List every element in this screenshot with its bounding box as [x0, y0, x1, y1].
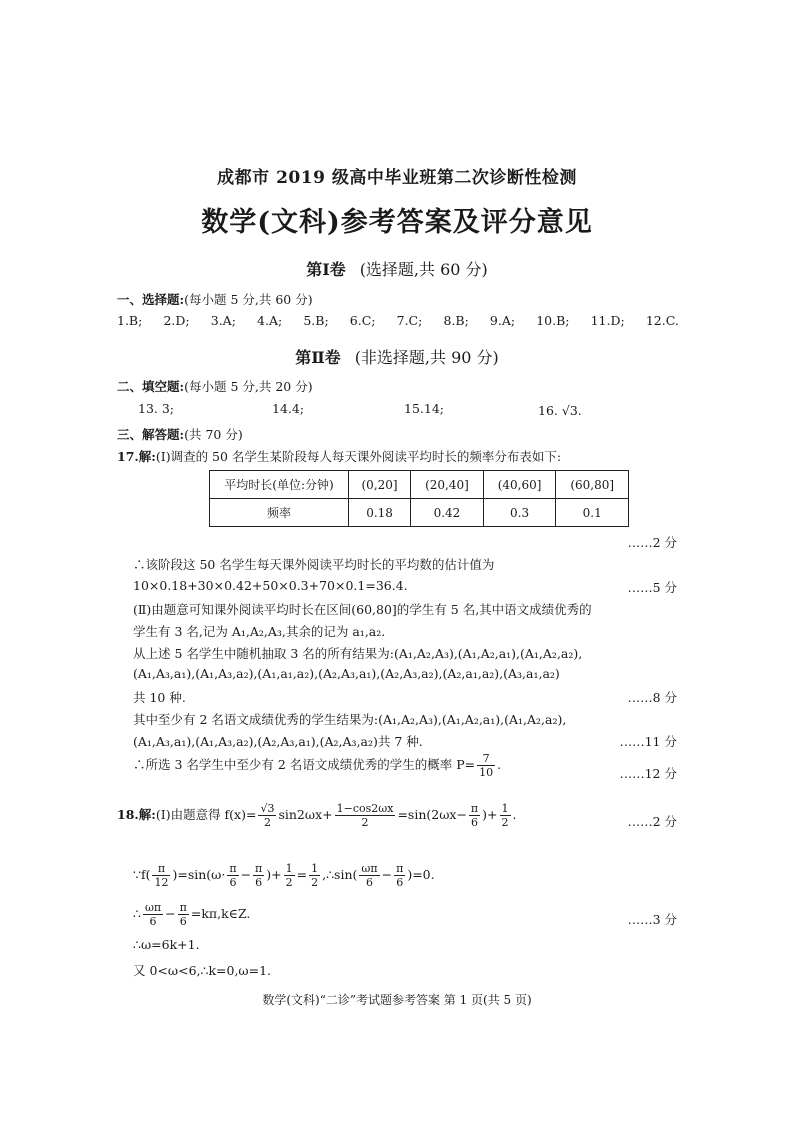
- fraction-denominator: 2: [263, 816, 271, 829]
- solution-line: ∴ω=6k+1.: [133, 937, 200, 952]
- line-text: −: [381, 867, 393, 882]
- table-interval: (0,20]: [349, 471, 411, 499]
- q17-intro-line: [117, 447, 561, 465]
- line-text: ∴: [133, 906, 141, 921]
- line-text: ∴所选 3 名学生中至少有 2 名语文成绩优秀的学生的概率 P=: [133, 757, 476, 772]
- fraction: [152, 862, 170, 889]
- fraction-numerator: π: [229, 862, 237, 875]
- score-mark: ……3 分: [627, 912, 677, 927]
- choice-answer: 9.A;: [489, 313, 516, 328]
- fraction-denominator: 6: [396, 876, 404, 889]
- line-text: sin2ωx+: [278, 807, 333, 822]
- solution-line: (A₁,A₃,a₁),(A₁,A₃,a₂),(A₁,a₁,a₂),(A₂,A₃,a₁),(A₂,A₃,a₂),(A₂,a₁,a₂),(A₃,a₁,a₂): [133, 666, 560, 681]
- line-text: ,∴sin(: [322, 867, 358, 882]
- solution-line-probability: [133, 752, 501, 779]
- fraction-numerator: π: [396, 862, 404, 875]
- score-mark: ……5 分: [627, 580, 677, 595]
- choice-answer: 6.C;: [349, 313, 376, 328]
- section-2-label: 二、填空题:: [117, 379, 185, 394]
- table-value: 0.1: [556, 499, 629, 527]
- section-3-heading: [117, 425, 243, 443]
- line-text: −: [240, 867, 252, 882]
- fraction: [143, 901, 163, 928]
- volume-2-desc: (非选择题,共 90 分): [354, 348, 499, 367]
- line-text: )+: [482, 807, 498, 822]
- section-3-desc: (共 70 分): [184, 427, 243, 442]
- table-interval: (60,80]: [556, 471, 629, 499]
- fraction-numerator: 7: [477, 752, 495, 766]
- fraction-numerator: ωπ: [144, 901, 162, 914]
- choice-answer: 7.C;: [396, 313, 423, 328]
- table-row-label: 频率: [210, 499, 349, 527]
- choice-answer: 1.B;: [117, 313, 143, 328]
- fraction: [477, 752, 495, 779]
- solution-line: ∴该阶段这 50 名学生每天课外阅读平均时长的平均数的估计值为: [133, 557, 495, 572]
- line-text: −: [165, 906, 176, 921]
- fraction: [469, 802, 480, 829]
- fraction-denominator: 6: [149, 915, 157, 928]
- table-row: [210, 471, 629, 499]
- line-text: =: [296, 867, 308, 882]
- q18-line-2: [133, 862, 435, 889]
- line-text: =kπ,k∈Z.: [190, 906, 251, 921]
- section-1-desc: (每小题 5 分,共 60 分): [184, 292, 313, 307]
- q18-line-3: [133, 901, 250, 928]
- section-2-desc: (每小题 5 分,共 20 分): [184, 379, 313, 394]
- fill-answer: 13. 3;: [138, 401, 175, 416]
- fraction-numerator: 1: [285, 862, 293, 875]
- choice-answer: 10.B;: [536, 313, 570, 328]
- table-header-label: 平均时长(单位:分钟): [210, 471, 349, 499]
- fraction: [178, 901, 189, 928]
- table-row: [210, 499, 629, 527]
- fraction: [359, 862, 379, 889]
- volume-1-name: 第Ⅰ卷: [306, 260, 346, 279]
- score-mark: ……2 分: [627, 814, 677, 829]
- line-text: ∵f(: [133, 867, 151, 882]
- choice-answer: 11.D;: [590, 313, 625, 328]
- section-2-heading: [117, 377, 313, 395]
- choice-answer: 2.D;: [163, 313, 190, 328]
- line-text: .: [512, 807, 517, 822]
- solution-line: 从上述 5 名学生中随机抽取 3 名的所有结果为:(A₁,A₂,A₃),(A₁,A₂,a₁),(A₁,A₂,a₂),: [133, 646, 583, 661]
- fraction-denominator: 2: [311, 876, 319, 889]
- table-interval: (40,60]: [483, 471, 556, 499]
- fraction-denominator: 2: [285, 876, 293, 889]
- solution-line: (A₁,A₃,a₁),(A₁,A₃,a₂),(A₂,A₃,a₁),(A₂,A₃,a₂)共 7 种.: [133, 734, 423, 749]
- fraction-denominator: 6: [255, 876, 263, 889]
- score-mark: ……11 分: [619, 734, 677, 749]
- answer-key-title: 数学(文科)参考答案及评分意见: [201, 207, 593, 238]
- section-1-heading: [117, 290, 313, 308]
- fraction-denominator: 2: [501, 816, 509, 829]
- fraction-denominator: 6: [179, 915, 187, 928]
- solution-line: 学生有 3 名,记为 A₁,A₂,A₃,其余的记为 a₁,a₂.: [133, 624, 386, 639]
- fraction: [394, 862, 405, 889]
- score-mark: ……12 分: [619, 766, 677, 781]
- fraction-denominator: 6: [229, 876, 237, 889]
- section-3-label: 三、解答题:: [117, 427, 185, 442]
- solution-line: 共 10 种.: [133, 690, 186, 705]
- fill-answer: 15.14;: [404, 401, 444, 416]
- line-text: (Ⅰ)由题意得 f(x)=: [155, 807, 257, 822]
- fraction-denominator: 2: [361, 816, 369, 829]
- section-1-label: 一、选择题:: [117, 292, 185, 307]
- fraction: [284, 862, 295, 889]
- solution-line: 又 0<ω<6,∴k=0,ω=1.: [133, 963, 272, 978]
- fraction-numerator: π: [470, 802, 479, 815]
- fraction-numerator: 1−cos2ωx: [336, 802, 394, 815]
- page-footer: 数学(文科)“二诊”考试题参考答案 第 1 页(共 5 页): [262, 993, 532, 1007]
- fill-answer: 14.4;: [272, 401, 305, 416]
- fraction: [335, 802, 396, 829]
- solution-line: 10×0.18+30×0.42+50×0.3+70×0.1=36.4.: [133, 578, 408, 593]
- q17-intro: (Ⅰ)调查的 50 名学生某阶段每人每天课外阅读平均时长的频率分布表如下:: [155, 449, 562, 464]
- fraction: [227, 862, 238, 889]
- line-text: .: [497, 757, 502, 772]
- fraction-denominator: 6: [471, 816, 479, 829]
- line-text: )+: [266, 867, 282, 882]
- fraction: [500, 802, 511, 829]
- table-value: 0.42: [411, 499, 484, 527]
- fraction-numerator: π: [255, 862, 263, 875]
- fraction: [258, 802, 276, 829]
- fraction-numerator: π: [152, 862, 170, 876]
- fraction-denominator: 6: [366, 876, 373, 889]
- exam-title: 成都市 2019 级高中毕业班第二次诊断性检测: [217, 168, 577, 188]
- q18-label: 18.解:: [117, 807, 156, 822]
- fraction: [309, 862, 320, 889]
- q18-line-1: [117, 802, 517, 829]
- volume-1-heading: [0, 257, 794, 280]
- line-text: )=sin(ω·: [172, 867, 226, 882]
- table-value: 0.3: [483, 499, 556, 527]
- fraction-numerator: √3: [260, 802, 275, 815]
- table-value: 0.18: [349, 499, 411, 527]
- fraction-denominator: 10: [479, 766, 494, 779]
- solution-line: 其中至少有 2 名语文成绩优秀的学生结果为:(A₁,A₂,A₃),(A₁,A₂,a₁),(A₁,A₂,a₂),: [133, 712, 567, 727]
- choice-answer: 12.C.: [645, 313, 679, 328]
- volume-2-name: 第Ⅱ卷: [295, 348, 341, 367]
- line-text: =sin(2ωx−: [397, 807, 467, 822]
- volume-1-desc: (选择题,共 60 分): [359, 260, 488, 279]
- q17-label: 17.解:: [117, 449, 156, 464]
- frequency-table: [209, 470, 629, 527]
- fraction-numerator: 1: [501, 802, 509, 815]
- choice-answer: 3.A;: [210, 313, 236, 328]
- line-text: )=0.: [407, 867, 435, 882]
- choice-answer: 4.A;: [257, 313, 283, 328]
- score-mark: ……8 分: [627, 690, 677, 705]
- choice-answer: 8.B;: [443, 313, 469, 328]
- table-interval: (20,40]: [411, 471, 484, 499]
- fraction-numerator: ωπ: [361, 862, 378, 875]
- choice-answer-row: [117, 313, 679, 328]
- choice-answer: 5.B;: [303, 313, 329, 328]
- volume-2-heading: [0, 345, 794, 368]
- score-mark: ……2 分: [627, 535, 677, 550]
- fill-answer: 16. √3.: [538, 403, 582, 418]
- fraction: [253, 862, 264, 889]
- fraction-numerator: 1: [311, 862, 319, 875]
- solution-line: (Ⅱ)由题意可知课外阅读平均时长在区间(60,80]的学生有 5 名,其中语文成绩优秀的: [133, 602, 592, 617]
- fraction-denominator: 12: [154, 876, 169, 889]
- fraction-numerator: π: [179, 901, 187, 914]
